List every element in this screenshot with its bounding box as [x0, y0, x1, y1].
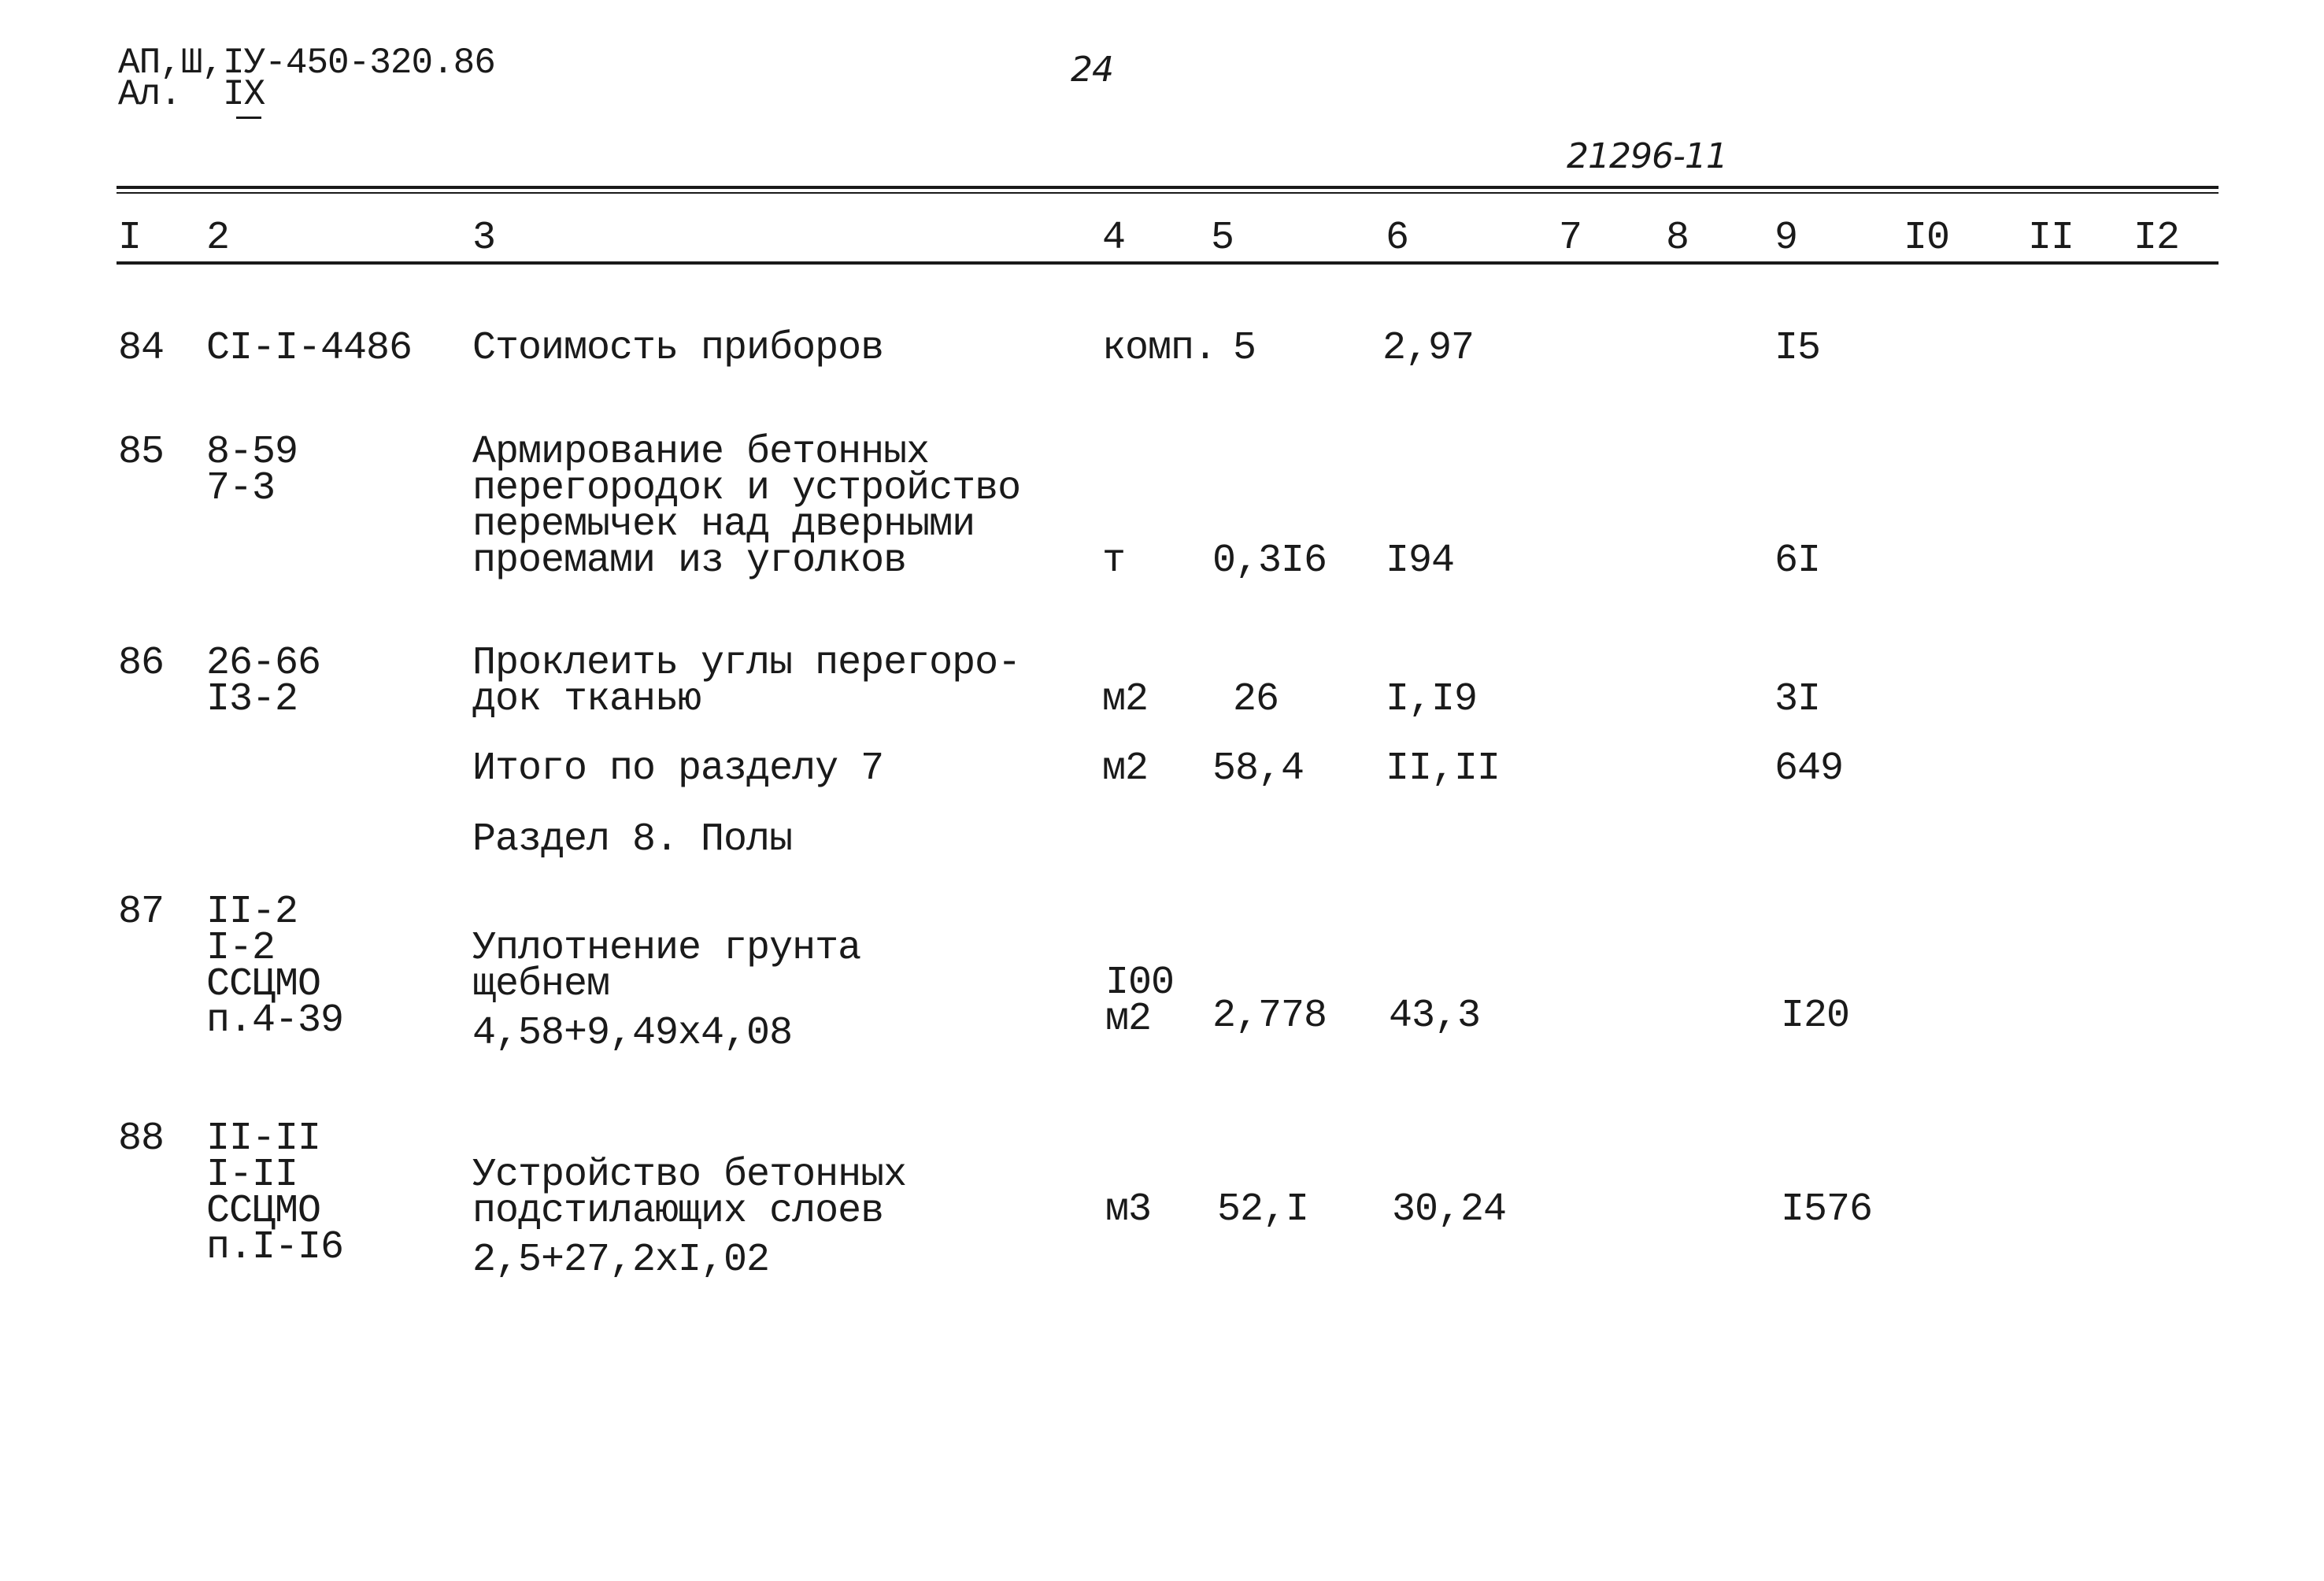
rate-code: 8-59 7-3 [206, 430, 298, 511]
total-cost: I20 [1781, 994, 1850, 1039]
col-header-6: 6 [1386, 216, 1409, 261]
col-header-3: 3 [472, 216, 496, 261]
section-heading: Раздел 8. Полы [472, 817, 793, 862]
col-header-9: 9 [1774, 216, 1798, 261]
volume-formula: 4,58+9,49х4,08 [472, 1011, 793, 1056]
unit: т [1102, 539, 1126, 583]
work-description: Армирование бетонных перегородок и устройство перемычек над дверными проемами из уголков [472, 430, 1021, 583]
unit: м2 [1102, 746, 1149, 791]
unit-price: I,I9 [1386, 677, 1478, 722]
row-number: 85 [118, 430, 165, 475]
quantity: 58,4 [1212, 746, 1304, 791]
rate-code: II-II I-II ССЦМО п.I-I6 [206, 1116, 344, 1270]
col-header-4: 4 [1102, 216, 1126, 261]
unit-price: I94 [1386, 539, 1455, 583]
header-bottom-rule [117, 261, 2219, 265]
total-cost: 6I [1774, 539, 1821, 583]
top-rule [117, 186, 2219, 189]
col-header-7: 7 [1559, 216, 1582, 261]
unit-price: 30,24 [1392, 1187, 1507, 1232]
unit-price: 2,97 [1382, 326, 1475, 371]
col-header-2: 2 [206, 216, 230, 261]
row-number: 87 [118, 890, 165, 935]
unit: I00 м2 [1105, 961, 1175, 1042]
volume-formula: 2,5+27,2хI,02 [472, 1238, 770, 1283]
col-header-10: I0 [1904, 216, 1950, 261]
quantity: 26 [1233, 677, 1279, 722]
work-description: Устройство бетонных подстилающих слоев [472, 1153, 907, 1234]
album-number: Ал. IX [118, 74, 265, 115]
document-code: АП,Ш,IУ-450-320.86 [118, 43, 495, 83]
total-cost: 3I [1774, 677, 1821, 722]
quantity: 5 [1233, 326, 1256, 371]
unit: м3 [1105, 1187, 1152, 1232]
col-header-5: 5 [1211, 216, 1234, 261]
quantity: 52,I [1217, 1187, 1309, 1232]
work-description: Стоимость приборов [472, 326, 884, 371]
work-description: Проклеить углы перегоро- док тканью [472, 641, 1021, 722]
unit-price: II,II [1386, 746, 1501, 791]
rate-code: II-2 I-2 ССЦМО п.4-39 [206, 890, 344, 1043]
album-underline [236, 117, 261, 119]
unit-price: 43,3 [1389, 994, 1481, 1039]
row-number: 86 [118, 641, 165, 686]
col-header-12: I2 [2133, 216, 2180, 261]
quantity: 2,778 [1212, 994, 1327, 1039]
rate-code: CI-I-4486 [206, 326, 413, 371]
col-header-8: 8 [1666, 216, 1689, 261]
work-description: Уплотнение грунта щебнем [472, 926, 861, 1007]
row-number: 88 [118, 1116, 165, 1161]
top-rule-thin [117, 192, 2219, 194]
unit: комп. [1102, 326, 1217, 371]
row-number: 84 [118, 326, 165, 371]
total-cost: I576 [1781, 1187, 1873, 1232]
col-header-1: I [118, 216, 142, 261]
quantity: 0,3I6 [1212, 539, 1327, 583]
total-cost: 649 [1774, 746, 1844, 791]
subtotal-label: Итого по разделу 7 [472, 746, 884, 791]
page-number: 24 [1071, 50, 1113, 90]
unit: м2 [1102, 677, 1149, 722]
sheet-id: 21296-11 [1567, 136, 1727, 176]
col-header-11: II [2028, 216, 2074, 261]
rate-code: 26-66 I3-2 [206, 641, 321, 722]
total-cost: I5 [1774, 326, 1821, 371]
